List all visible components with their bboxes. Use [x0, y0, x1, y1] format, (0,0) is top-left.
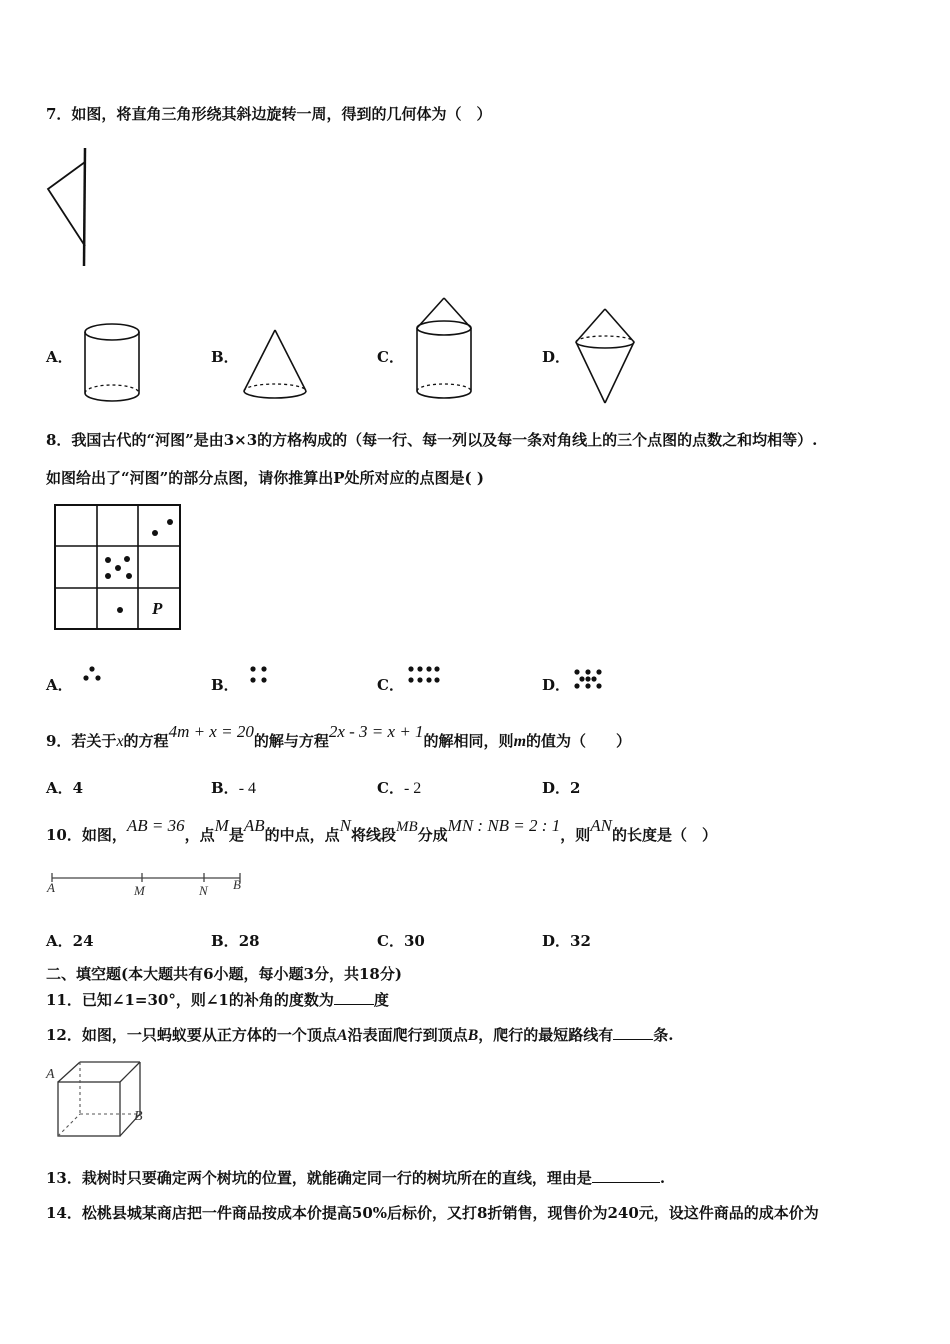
q8-option-a-dots-icon	[80, 664, 106, 686]
q9-equation-2: 2x - 3 = x + 1	[328, 722, 424, 741]
q8-option-d-dots-icon	[572, 667, 606, 693]
q8-option-c[interactable]: C．	[377, 676, 404, 694]
point-label-n: N	[199, 883, 208, 898]
q7-option-c[interactable]: C．	[377, 348, 404, 366]
q9-option-c[interactable]: C．- 2	[377, 779, 422, 797]
q10-option-b[interactable]: B．28	[211, 932, 260, 950]
q12-answer-blank[interactable]	[613, 1025, 653, 1040]
grid-dot	[105, 557, 111, 563]
q13-answer-blank[interactable]	[592, 1168, 660, 1183]
q10-option-a[interactable]: A．24	[46, 932, 94, 950]
q10-option-d[interactable]: D．32	[542, 932, 591, 950]
q9-equation-1: 4m + x = 20	[168, 722, 254, 741]
q9-option-d[interactable]: D．2	[542, 779, 581, 797]
point-label-m: M	[134, 883, 145, 898]
q8-option-a[interactable]: A．	[46, 676, 73, 694]
q11-stem: 11．已知∠1=30°，则∠1的补角的度数为 度	[46, 991, 389, 1009]
q11-answer-blank[interactable]	[334, 990, 374, 1005]
grid-dot	[124, 556, 130, 562]
q8-option-d[interactable]: D．	[542, 676, 571, 694]
section-2-heading: 二、填空题(本大题共有6小题，每小题3分，共18分)	[46, 965, 402, 983]
point-label-a: A	[47, 880, 55, 895]
cube-vertex-label-a: A	[46, 1067, 55, 1082]
q7-cylinder-icon	[80, 318, 150, 408]
q7-option-d[interactable]: D．	[542, 348, 571, 366]
q7-option-b[interactable]: B．	[211, 348, 239, 366]
q7-cone-on-cylinder-icon	[410, 294, 480, 406]
grid-label-p: P	[152, 599, 163, 618]
grid-dot	[117, 607, 123, 613]
q7-cone-icon	[238, 325, 312, 405]
grid-dot	[115, 565, 121, 571]
q8-option-c-dots-icon	[406, 664, 440, 688]
q10-option-c[interactable]: C．30	[377, 932, 425, 950]
grid-dot	[105, 573, 111, 579]
q12-cube-figure	[44, 1058, 154, 1142]
q7-option-a[interactable]: A．	[46, 348, 73, 366]
q12-stem: 12．如图，一只蚂蚁要从正方体的一个顶点A沿表面爬行到顶点B，爬行的最短路线有 条.	[46, 1026, 674, 1044]
q8-option-b[interactable]: B．	[211, 676, 239, 694]
q13-stem: 13．栽树时只要确定两个树坑的位置，就能确定同一行的树坑所在的直线，理由是 .	[46, 1169, 666, 1187]
cube-vertex-label-b: B	[134, 1109, 143, 1124]
q8-stem-line1: 8．我国古代的“河图”是由3×3的方格构成的（每一行、每一列以及每一条对角线上的三个点图的点数之和均相等）.	[46, 431, 818, 449]
q7-stem: 7．如图，将直角三角形绕其斜边旋转一周，得到的几何体为（ ）	[46, 105, 492, 123]
q9-option-b[interactable]: B．- 4	[211, 779, 257, 797]
q8-option-b-dots-icon	[246, 664, 272, 688]
q10-stem: 10．如图，AB = 36，点M是AB的中点，点N将线段MB分成MN : NB = 2 : 1，则AN的长度是（ ）	[46, 816, 717, 844]
q9-stem: 9．若关于x的方程4m + x = 20的解与方程2x - 3 = x + 1的解相同，则m的值为（ ）	[46, 722, 632, 750]
q8-hetu-grid	[52, 502, 184, 632]
q10-segment-figure	[44, 868, 254, 900]
q9-option-a[interactable]: A．4	[46, 779, 84, 797]
grid-dot	[152, 530, 158, 536]
point-label-b: B	[233, 877, 241, 892]
q8-stem-line2: 如图给出了“河图”的部分点图，请你推算出P处所对应的点图是( )	[46, 469, 484, 487]
grid-dot	[126, 573, 132, 579]
q7-double-cone-icon	[570, 305, 642, 409]
grid-dot	[167, 519, 173, 525]
q7-triangle-figure	[40, 142, 100, 272]
q14-stem: 14．松桃县城某商店把一件商品按成本价提高50%后标价，又打8折销售，现售价为240元，设这件商品的成本价为	[46, 1204, 819, 1222]
